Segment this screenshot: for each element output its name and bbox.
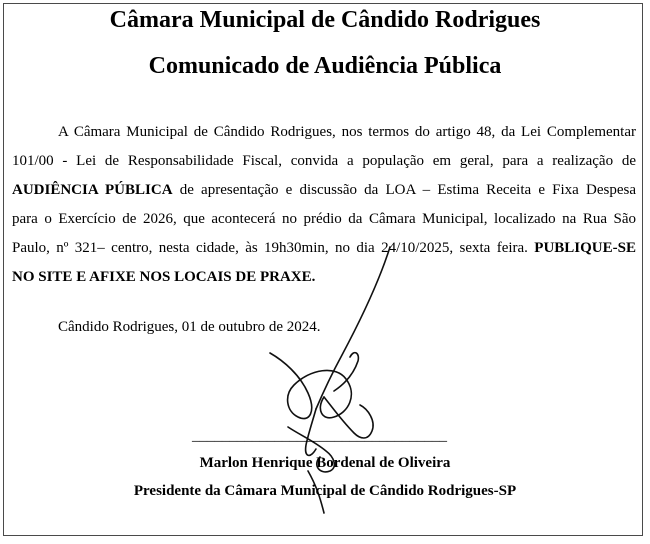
paragraph-line-5-text: Paulo, nº 321– centro, nesta cidade, às 19h30min, no dia 24/10/2025, sexta feira. (12, 240, 535, 256)
document-title: Câmara Municipal de Cândido Rodrigues (109, 7, 541, 33)
audiencia-publica-emphasis: AUDIÊNCIA PÚBLICA (12, 182, 173, 198)
paragraph-line-3 (12, 176, 636, 205)
document-subtitle: Comunicado de Audiência Pública (148, 53, 502, 79)
signer-role: Presidente da Câmara Municipal de Cândido Rodrigues-SP (133, 483, 517, 499)
signature-line: __________________________________ (192, 428, 447, 444)
paragraph-line-3-rest: de apresentação e discussão da LOA – Estima Receita e Fixa Despesa (172, 182, 636, 198)
date-place: Cândido Rodrigues, 01 de outubro de 2024. (58, 319, 321, 335)
publique-se-emphasis: PUBLIQUE-SE (534, 240, 636, 256)
paragraph-line-2: 101/00 - Lei de Responsabilidade Fiscal, convida a população em geral, para a realização de (12, 153, 636, 169)
paragraph-line-1: A Câmara Municipal de Cândido Rodrigues, nos termos do artigo 48, da Lei Complementar (58, 124, 636, 140)
signer-name: Marlon Henrique Bordenal de Oliveira (199, 455, 451, 471)
handwritten-signature (250, 245, 440, 515)
paragraph-line-4: para o Exercício de 2026, que acontecerá no prédio da Câmara Municipal, localizado na Rua São (12, 211, 636, 227)
paragraph-line-6: NO SITE E AFIXE NOS LOCAIS DE PRAXE. (12, 269, 316, 285)
